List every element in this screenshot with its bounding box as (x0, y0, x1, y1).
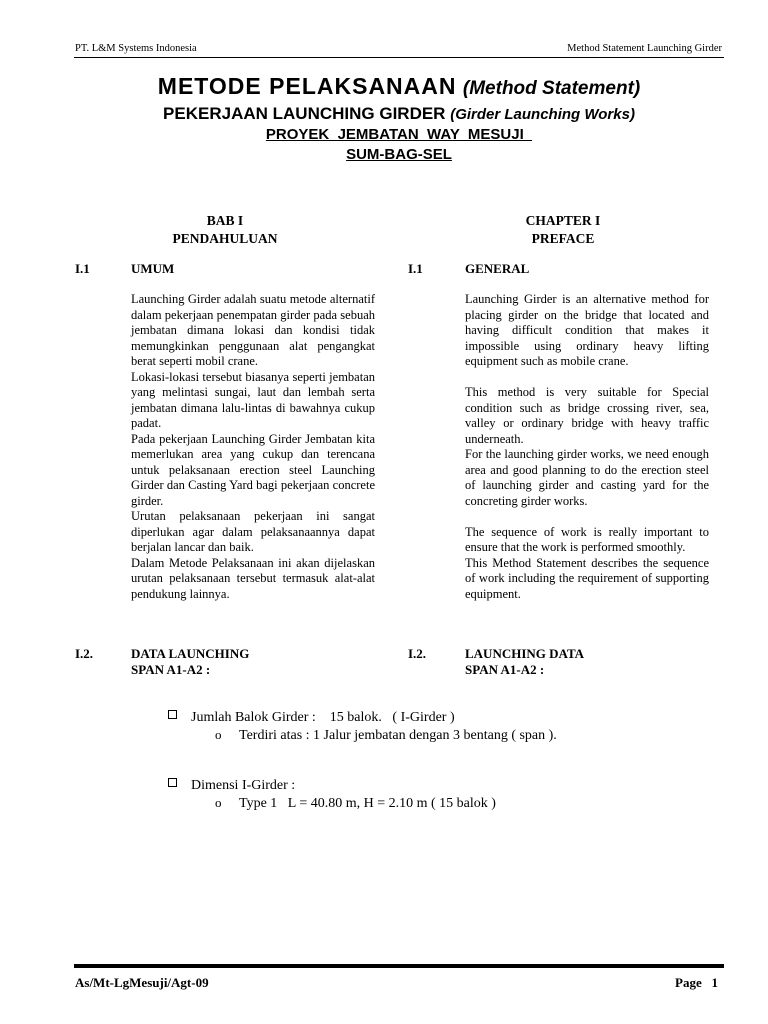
chapter-number: BAB I (206, 213, 244, 228)
sub-bullet-text: Terdiri atas : 1 Jalur jembatan dengan 3 bentang ( span ). (239, 728, 557, 743)
header-divider (74, 57, 724, 58)
chapter-number: CHAPTER I (525, 213, 601, 228)
title-sub: (Method Statement) (462, 78, 641, 99)
project-name: PROYEK JEMBATAN WAY MESUJI (265, 126, 533, 143)
section-title-line: SPAN A1-A2 : (465, 662, 545, 677)
square-bullet-icon (168, 778, 177, 787)
chapter-heading-indonesian (100, 212, 350, 248)
header-company: PT. L&M Systems Indonesia (75, 43, 197, 54)
paragraph: Launching Girder is an alternative method for placing girder on the bridge that located and having difficult condition that makes it impossible using ordinary heavy lifting equipment such as mobile crane. (465, 292, 709, 368)
paragraph: Dalam Metode Pelaksanaan ini akan dijelaskan urutan pelaksanaan tersebut termasuk alat-alat pendukung lainnya. (131, 555, 375, 601)
section-title-line: DATA LAUNCHING (131, 646, 250, 661)
project-region: SUM-BAG-SEL (346, 146, 452, 163)
chapter-title: PREFACE (531, 231, 595, 246)
document-title (74, 73, 724, 100)
paragraph: This Method Statement describes the sequence of work including the requirement of supporting equipment. (465, 555, 709, 601)
bullet-item (168, 778, 295, 794)
paragraph: The sequence of work is really important to ensure that the work is performed smoothly. (465, 524, 709, 554)
section-title-line: SPAN A1-A2 : (131, 662, 211, 677)
chapter-title: PENDAHULUAN (172, 231, 278, 246)
footer-doc-code: As/Mt-LgMesuji/Agt-09 (75, 975, 209, 990)
circle-bullet-icon: o (215, 795, 222, 810)
footer-page (675, 975, 718, 991)
sub-bullet-text: Type 1 L = 40.80 m, H = 2.10 m ( 15 balok ) (239, 796, 496, 811)
paragraph: This method is very suitable for Special condition such as bridge crossing river, sea, valley or ordinary bridge with heavy traffic underneath. (465, 385, 709, 446)
chapter-heading-english (463, 212, 663, 248)
subtitle-main: PEKERJAAN LAUNCHING GIRDER (163, 104, 446, 123)
section-title: GENERAL (465, 261, 530, 276)
paragraph: Pada pekerjaan Launching Girder Jembatan kita memerlukan area yang cukup dan terencana untuk pelaksanaan erection steel Launching Girder dan Casting Yard bagi pekerjaan concrete girder. (131, 431, 375, 508)
english-text-column (465, 292, 709, 602)
sub-bullet-item (215, 727, 557, 744)
subtitle-sub: (Girder Launching Works) (450, 106, 635, 123)
footer-divider (74, 964, 724, 968)
sub-bullet-item (215, 795, 496, 812)
title-main: METODE PELAKSANAAN (157, 73, 457, 99)
bullet-text: Jumlah Balok Girder : 15 balok. ( I-Girder ) (191, 710, 455, 725)
page-number: 1 (711, 975, 718, 990)
page-label: Page (675, 975, 702, 990)
bullet-item (168, 710, 455, 726)
square-bullet-icon (168, 710, 177, 719)
section-number: I.2. (408, 646, 427, 661)
document-subtitle (74, 104, 724, 124)
paragraph: Launching Girder adalah suatu metode alternatif dalam pekerjaan penempatan girder pada sebuah jembatan dimana lokasi dan kondisi tidak memungkinkan penggunaan alat pengangkat berat seperti mobil crane. (131, 292, 375, 368)
paragraph: For the launching girder works, we need enough area and good planning to do the erection steel of launching girder and casting yard for the concreting girder works. (465, 447, 709, 508)
header-doc-title: Method Statement Launching Girder (567, 43, 722, 54)
section-number: I.1 (75, 261, 90, 276)
section-title-line: LAUNCHING DATA (465, 646, 585, 661)
indonesian-text-column (131, 292, 375, 602)
section-number: I.1 (408, 261, 423, 276)
paragraph: Urutan pelaksanaan pekerjaan ini sangat diperlukan agar dalam pelaksanaannya dapat berjalan lancar dan baik. (131, 509, 375, 554)
section-title (465, 646, 584, 678)
section-title: UMUM (131, 261, 175, 276)
section-title (131, 646, 249, 678)
bullet-text: Dimensi I-Girder : (191, 778, 296, 793)
paragraph: Lokasi-lokasi tersebut biasanya seperti jembatan yang melintasi sungai, laut dan lembah serta jembatan dimana lalu-lintas di bawahnya cukup padat. (131, 369, 375, 430)
section-number: I.2. (75, 646, 94, 661)
circle-bullet-icon: o (215, 727, 222, 742)
